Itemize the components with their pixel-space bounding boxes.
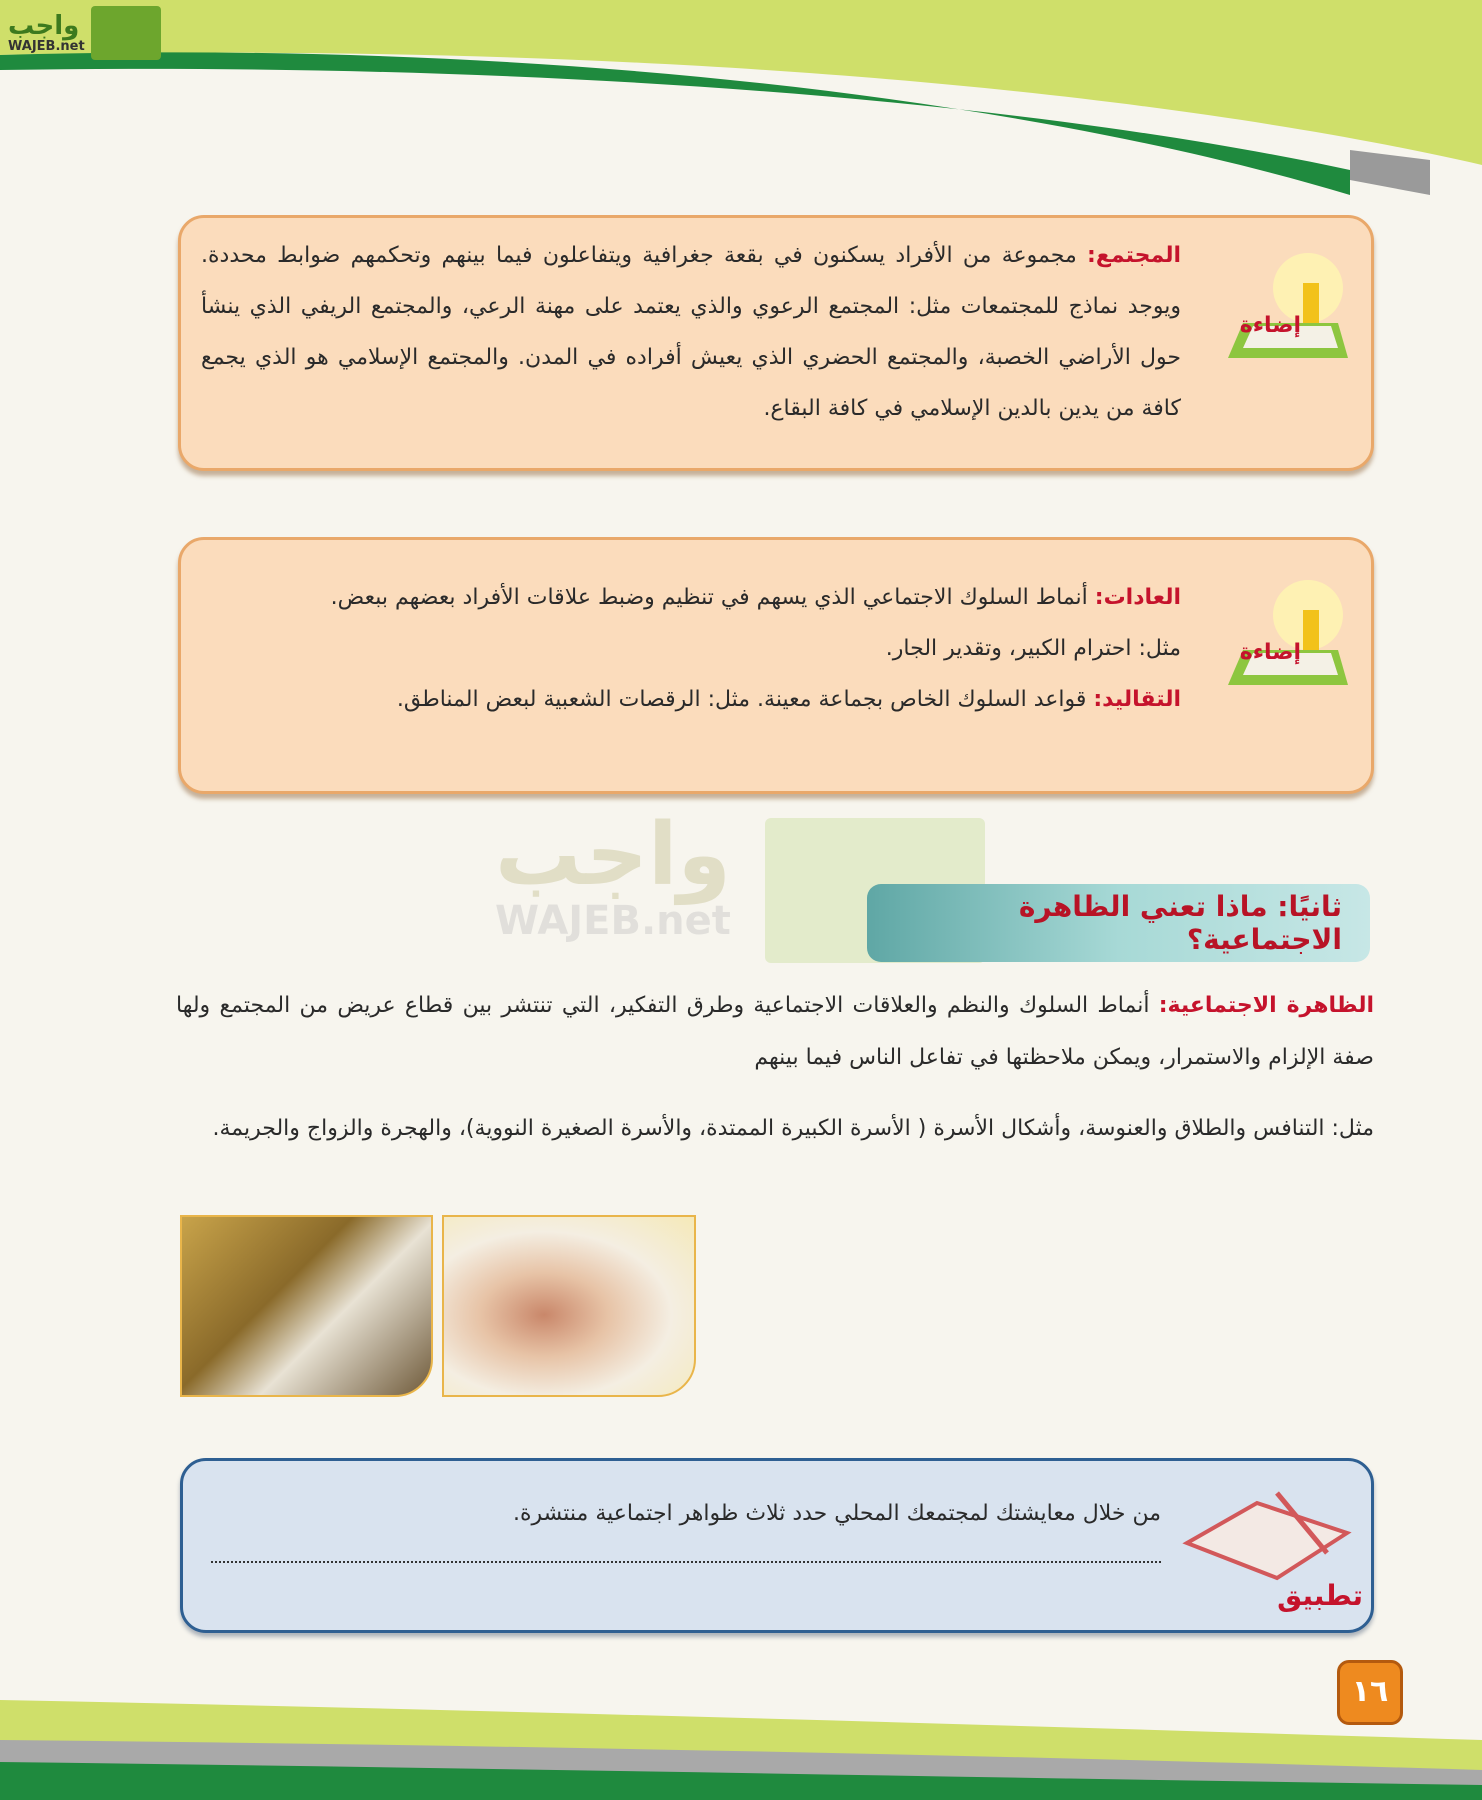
box-text: [191, 572, 1181, 725]
definition-paragraph: [176, 980, 1374, 1084]
highlight-box-society: [178, 215, 1374, 471]
watermark: [495, 805, 731, 944]
examples-paragraph: مثل: التنافس والطلاق والعنوسة، وأشكال الأسرة ( الأسرة الكبيرة الممتدة، والأسرة الصغيرة النووية)، والهجرة والزواج والجريمة.: [212, 1116, 1374, 1141]
footer-band: [0, 1700, 1482, 1800]
section-heading-text: ثانيًا: ماذا تعني الظاهرة الاجتماعية؟: [1018, 890, 1342, 956]
open-book-pen-icon: [1177, 1483, 1357, 1593]
wajeb-logo: [8, 6, 161, 60]
activity-box: [180, 1458, 1374, 1633]
definition: مجموعة من الأفراد يسكنون في بقعة جغرافية ويتفاعلون فيما بينهم وتحكمهم ضوابط محددة. ويوجد نماذج للمجتمعات مثل: المجتمع الرعوي والذي يعتمد على مهنة الرعي، والمجتمع الريفي الذي ينشأ حول الأراضي الخصبة، والمجتمع الحضري الذي يعيش أفراده في المدن. والمجتمع الإسلامي هو الذي يجمع كافة من يدين بالدين الإسلامي في كافة البقاع.: [201, 243, 1181, 421]
box-label: إضاءة: [1239, 640, 1301, 665]
definition: أنماط السلوك والنظم والعلاقات الاجتماعية وطرق التفكير، التي تنتشر بين قطاع عريض من المجتمع ولها صفة الإلزام والاستمرار، ويمكن ملاحظتها في تفاعل الناس فيما بينهم: [176, 993, 1374, 1070]
book-icon: [91, 6, 161, 60]
term: الظاهرة الاجتماعية:: [1158, 993, 1374, 1018]
answer-line[interactable]: [211, 1561, 1161, 1563]
activity-label: تطبيق: [1277, 1579, 1363, 1612]
logo-arabic: واجب: [8, 10, 80, 41]
watermark-arabic: واجب: [495, 805, 731, 905]
photo-gathering: [180, 1215, 433, 1397]
highlight-box-customs: [178, 537, 1374, 794]
term-traditions: التقاليد:: [1093, 687, 1181, 712]
definition-customs: أنماط السلوك الاجتماعي الذي يسهم في تنظيم وضبط علاقات الأفراد بعضهم ببعض.: [330, 585, 1095, 610]
logo-latin: WAJEB.net: [8, 38, 85, 54]
example-customs: مثل: احترام الكبير، وتقدير الجار.: [885, 636, 1181, 661]
section-heading: [867, 884, 1370, 962]
term: المجتمع:: [1087, 243, 1181, 268]
definition-traditions: قواعد السلوك الخاص بجماعة معينة. مثل: الرقصات الشعبية لبعض المناطق.: [396, 687, 1094, 712]
activity-question: من خلال معايشتك لمجتمعك المحلي حدد ثلاث ظواهر اجتماعية منتشرة.: [512, 1501, 1161, 1526]
photo-kiss-forehead: [442, 1215, 696, 1397]
page-number: ١٦: [1337, 1660, 1403, 1725]
term-customs: العادات:: [1094, 585, 1181, 610]
watermark-latin: WAJEB.net: [495, 898, 731, 944]
header-band: [0, 0, 1482, 200]
box-label: إضاءة: [1239, 313, 1301, 338]
box-text: [201, 230, 1181, 434]
